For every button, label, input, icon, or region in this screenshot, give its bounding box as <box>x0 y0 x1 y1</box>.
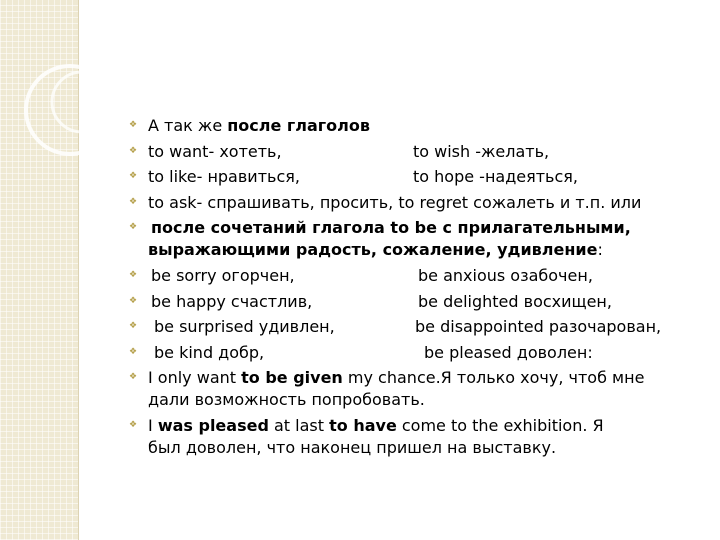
item-text-second-column: to wish -желать, <box>413 141 550 161</box>
list-item <box>126 192 706 214</box>
item-text-bold: was pleased <box>157 415 269 435</box>
list-item <box>126 115 706 137</box>
diamond-bullet-icon <box>129 321 138 331</box>
item-text-bold: to be given <box>241 368 343 388</box>
list-item <box>126 291 706 313</box>
item-text-second-column: be anxious озабочен, <box>418 265 593 285</box>
item-text: to like- нравиться, <box>148 167 300 187</box>
diamond-bullet-icon <box>129 296 138 306</box>
item-text: to want- хотеть, <box>148 141 282 161</box>
diamond-bullet-icon <box>129 120 138 130</box>
item-text: to ask- спрашивать, просить, to regret сожалеть и т.п. или <box>148 192 642 212</box>
item-text-second-column: to hope -надеяться, <box>413 167 578 187</box>
diamond-bullet-icon <box>129 270 138 280</box>
decorative-circle-small <box>52 72 112 132</box>
list-item <box>126 367 706 411</box>
list-item <box>126 316 706 338</box>
list-item <box>126 265 706 287</box>
decorative-circles <box>0 0 120 220</box>
item-text: my chance.Я только хочу, чтоб мне <box>342 368 645 388</box>
item-text-bold: после сочетаний глагола to be с прилагательными, <box>151 218 631 238</box>
diamond-bullet-icon <box>129 146 138 156</box>
list-item <box>126 166 706 188</box>
item-text-bold: после глаголов <box>227 116 370 135</box>
diamond-bullet-icon <box>129 420 138 430</box>
item-text-bold: выражающими радость, сожаление, удивление <box>148 240 598 260</box>
item-text: А так же <box>148 116 228 135</box>
item-text-second-column: be delighted восхищен, <box>418 291 612 311</box>
grammar-bullet-list <box>126 115 706 463</box>
item-text: be kind добр, <box>154 342 265 362</box>
diamond-bullet-icon <box>129 197 138 207</box>
list-item <box>126 141 706 163</box>
list-item <box>126 415 706 459</box>
item-text: be sorry огорчен, <box>151 265 295 285</box>
item-text: I <box>148 415 158 435</box>
item-text: come to the exhibition. Я <box>396 415 604 435</box>
item-text: be surprised удивлен, <box>154 317 335 337</box>
item-text-second-column: be disappointed разочарован, <box>415 317 662 337</box>
item-text: был доволен, что наконец пришел на выставку. <box>148 437 557 457</box>
diamond-bullet-icon <box>129 347 138 357</box>
item-text-bold: to have <box>329 415 397 435</box>
list-item <box>126 342 706 364</box>
item-text: I only want <box>148 368 242 388</box>
diamond-bullet-icon <box>129 372 138 382</box>
diamond-bullet-icon <box>129 171 138 181</box>
diamond-bullet-icon <box>129 222 138 232</box>
item-text: : <box>597 240 603 260</box>
item-text: be happy счастлив, <box>151 291 313 311</box>
item-text: дали возможность попробовать. <box>148 390 425 410</box>
item-text-second-column: be pleased доволен: <box>424 342 593 362</box>
item-text: at last <box>268 415 330 435</box>
list-item <box>126 217 706 261</box>
